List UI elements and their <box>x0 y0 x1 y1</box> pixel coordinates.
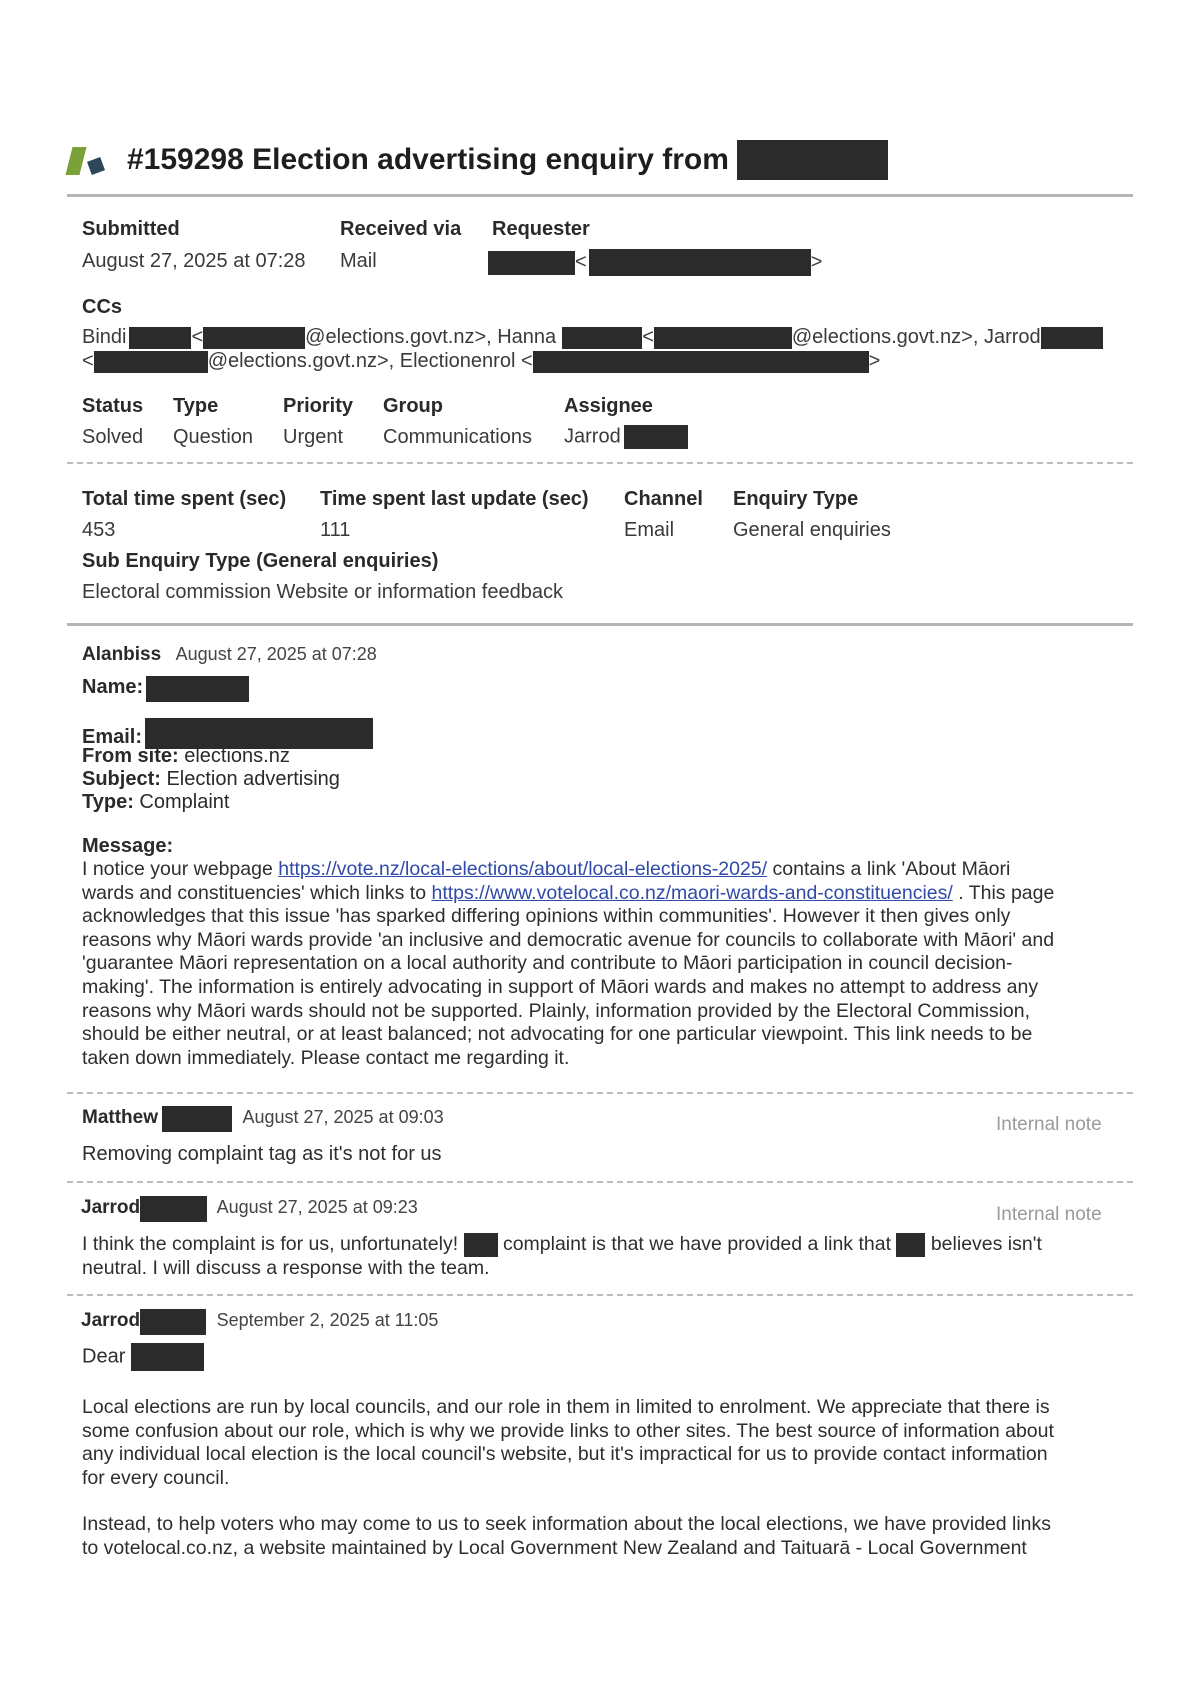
comment-timestamp: August 27, 2025 at 09:03 <box>242 1107 444 1128</box>
redaction <box>146 676 249 702</box>
priority-value: Urgent <box>283 426 344 448</box>
comment-author: Matthew <box>82 1107 158 1129</box>
received-via-value: Mail <box>340 250 377 272</box>
type-value: Question <box>173 426 254 448</box>
logo-icon <box>67 143 109 177</box>
redaction <box>140 1309 206 1335</box>
comment-author: Jarrod <box>81 1310 141 1332</box>
status-label: Status <box>82 395 144 417</box>
sub-enquiry-label: Sub Enquiry Type (General enquiries) <box>82 550 439 572</box>
group-label: Group <box>383 395 443 417</box>
redaction <box>129 327 191 349</box>
ccs-line-1: Bindi < @elections.govt.nz>, Hanna < @elections.govt.nz>, Jarrod <box>82 326 1103 349</box>
internal-note-badge: Internal note <box>996 1114 1102 1135</box>
total-time-value: 453 <box>82 519 116 541</box>
form-message-label: Message: <box>82 835 174 857</box>
form-subject-row: Subject: Election advertising <box>82 768 340 790</box>
redaction <box>533 351 869 373</box>
redaction <box>562 327 642 349</box>
comment-body: Instead, to help voters who may come to us to seek information about the local elections, we have provided links to votelocal.co.nz, a website maintained by Local Government New Zealand and Taituarā - Local Government <box>82 1513 1052 1559</box>
redaction <box>94 351 208 373</box>
comment-author: Jarrod <box>81 1197 141 1219</box>
redaction <box>737 140 888 180</box>
redaction <box>654 327 792 349</box>
comment-divider <box>67 1181 1133 1183</box>
received-via-label: Received via <box>340 218 462 240</box>
type-label: Type <box>173 395 219 417</box>
status-value: Solved <box>82 426 144 448</box>
comment-header <box>82 644 377 666</box>
assignee-label: Assignee <box>564 395 653 417</box>
channel-value: Email <box>624 519 675 541</box>
comment-timestamp: August 27, 2025 at 09:23 <box>216 1197 418 1218</box>
redaction <box>131 1343 204 1371</box>
submitted-label: Submitted <box>82 218 180 240</box>
comment-header <box>81 1196 418 1222</box>
channel-label: Channel <box>624 488 703 510</box>
redaction <box>464 1233 498 1257</box>
comment-header <box>81 1309 438 1335</box>
group-value: Communications <box>383 426 532 448</box>
redaction <box>896 1233 925 1257</box>
title-divider <box>67 194 1133 197</box>
redaction <box>162 1106 232 1132</box>
redaction <box>589 249 811 276</box>
form-message-body: I notice your webpage https://vote.nz/local-elections/about/local-elections-2025/ contains a link 'About Māori wards and constituencies' which links to https://www.votelocal.co.nz/maori-wards-and-constituencies/ . This page acknowledges that this issue 'has sparked differing opinions within communities'. However it then gives only reasons why Māori wards provide 'an inclusive and democratic avenue for councils to collaborate with Māori' and 'guarantee Māori representation on a local authority and contribute to Māori participation in council decision- making'. The information is entirely advocating in support of Māori wards and makes no attempt to address any reasons why Māori wards should not be supported. Plainly, information provided by the Electoral Commission, should be either neutral, or at least balanced; not advocating for one particular viewpoint. This link needs to be taken down immediately. Please contact me regarding it. <box>82 858 1055 1069</box>
last-update-value: 111 <box>320 519 351 541</box>
page-title <box>67 137 888 183</box>
redaction <box>488 251 575 275</box>
message-link[interactable]: https://www.votelocal.co.nz/maori-wards-and-constituencies/ <box>431 881 953 904</box>
submitted-value: August 27, 2025 at 07:28 <box>82 250 306 272</box>
internal-note-badge: Internal note <box>996 1204 1102 1225</box>
comment-header <box>82 1106 444 1132</box>
comment-timestamp: August 27, 2025 at 07:28 <box>175 644 377 664</box>
comment-divider <box>67 1092 1133 1094</box>
form-type-row: Type: Complaint <box>82 791 230 813</box>
enquiry-type-label: Enquiry Type <box>733 488 859 510</box>
requester-label: Requester <box>492 218 590 240</box>
comment-body: Local elections are run by local councils, and our role in them in limited to enrolment. We appreciate that there is some confusion about our role, which is why we provide links to other sites. The best source of information about any individual local election is the local council's website, but it's impractical for us to provide contact information for every council. <box>82 1396 1054 1489</box>
redaction <box>1041 327 1103 349</box>
comment-timestamp: September 2, 2025 at 11:05 <box>216 1310 439 1331</box>
section-divider <box>67 623 1133 626</box>
redaction <box>203 327 305 349</box>
form-email-row: Email: <box>82 718 373 749</box>
redaction <box>140 1196 207 1222</box>
ccs-label: CCs <box>82 296 123 318</box>
form-name-row: Name: <box>82 676 249 702</box>
total-time-label: Total time spent (sec) <box>82 488 287 510</box>
message-link[interactable]: https://vote.nz/local-elections/about/local-elections-2025/ <box>278 858 768 880</box>
enquiry-type-value: General enquiries <box>733 519 891 541</box>
comment-greeting: Dear <box>82 1343 204 1371</box>
comment-body: Removing complaint tag as it's not for us <box>82 1143 442 1165</box>
comment-author: Alanbiss <box>82 644 162 665</box>
priority-label: Priority <box>283 395 354 417</box>
comment-divider <box>67 1294 1133 1296</box>
requester-value[interactable]: < > <box>488 249 822 276</box>
last-update-label: Time spent last update (sec) <box>320 488 589 510</box>
sub-enquiry-value: Electoral commission Website or information feedback <box>82 581 563 603</box>
redaction <box>624 425 688 449</box>
comment-body: I think the complaint is for us, unfortunately! complaint is that we have provided a link that believes isn't neutral. I will discuss a response with the team. <box>82 1233 1042 1279</box>
ccs-line-2: < @elections.govt.nz>, Electionenrol < > <box>82 350 881 372</box>
assignee-value[interactable]: Jarrod <box>564 425 688 449</box>
form-from-site-row: From site: elections.nz <box>82 745 290 767</box>
section-divider <box>67 462 1133 464</box>
ticket-title: #159298 Election advertising enquiry from <box>127 143 729 176</box>
